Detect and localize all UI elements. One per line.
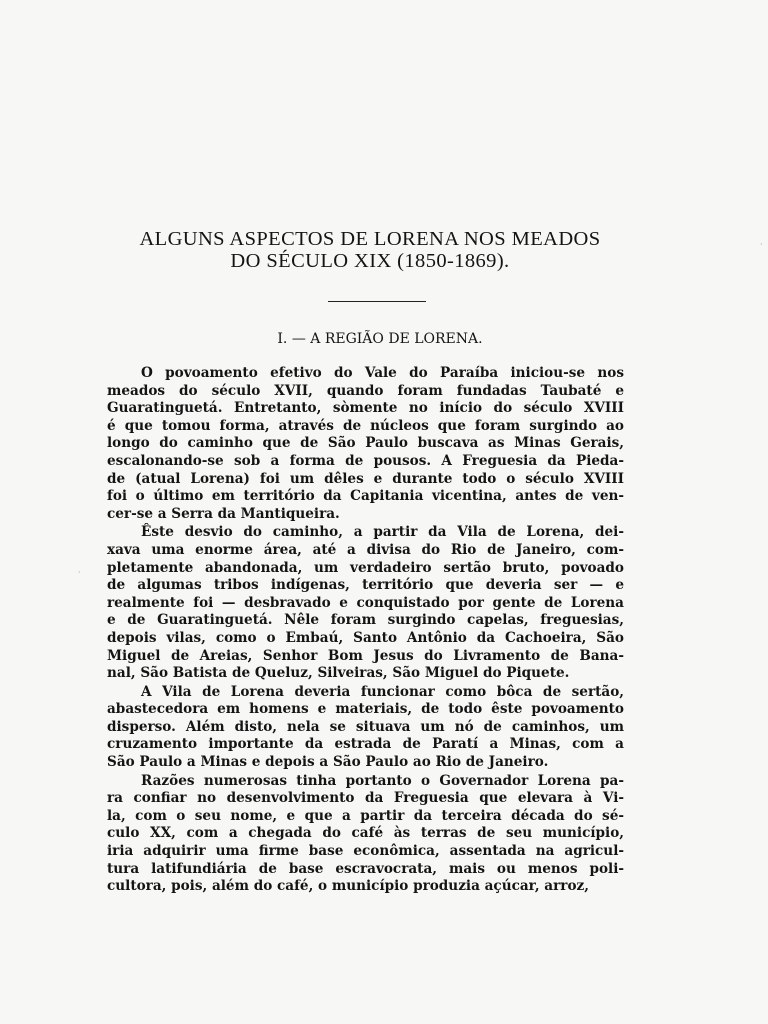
- title-line-1: ALGUNS ASPECTOS DE LORENA NOS MEADOS: [139, 228, 601, 250]
- text-line: de (atual Lorena) foi um dêles e durante todo o século XVIII: [107, 470, 624, 487]
- scan-speck: ·: [760, 240, 763, 249]
- text-line: Êste desvio do caminho, a partir da Vila de Lorena, dei-: [141, 524, 624, 541]
- text-line: cultora, pois, além do café, o município produzia açúcar, arroz,: [107, 878, 589, 895]
- text-line: culo XX, com a chegada do café às terras de seu município,: [107, 825, 624, 842]
- text-line: meados do século XVII, quando foram fundadas Taubaté e: [107, 382, 624, 399]
- paragraph: [107, 773, 624, 896]
- text-line: xava uma enorme área, até a divisa do Rio de Janeiro, com-: [107, 541, 624, 558]
- text-line: Miguel de Areias, Senhor Bom Jesus do Livramento de Bana-: [107, 647, 624, 664]
- text-line: pletamente abandonada, um verdadeiro sertão bruto, povoado: [107, 559, 624, 576]
- paragraph: [107, 365, 624, 523]
- text-line: cruzamento importante da estrada de Paratí a Minas, com a: [107, 736, 624, 753]
- title-line-2: DO SÉCULO XIX (1850-1869).: [230, 250, 510, 272]
- text-line: A Vila de Lorena deveria funcionar como bôca de sertão,: [141, 683, 624, 700]
- text-line: Razões numerosas tinha portanto o Governador Lorena pa-: [141, 772, 624, 789]
- text-line: disperso. Além disto, nela se situava um nó de caminhos, um: [107, 718, 624, 735]
- title-divider: [328, 301, 426, 302]
- text-line: abastecedora em homens e materiais, de todo êste povoamento: [107, 701, 624, 718]
- text-line: iria adquirir uma firme base econômica, assentada na agricul-: [107, 843, 624, 860]
- paragraph: [107, 684, 624, 772]
- text-line: é que tomou forma, através de núcleos que foram surgindo ao: [107, 417, 624, 434]
- text-line: la, com o seu nome, e que a partir da terceira década do sé-: [107, 807, 624, 824]
- article-title: [90, 228, 650, 272]
- text-line: escalonando-se sob a forma de pousos. A Freguesia da Pieda-: [107, 452, 624, 469]
- text-line: São Paulo a Minas e depois a São Paulo ao Rio de Janeiro.: [107, 754, 549, 771]
- text-line: cer-se a Serra da Mantiqueira.: [107, 505, 340, 522]
- text-line: depois vilas, como o Embaú, Santo Antônio da Cachoeira, São: [107, 629, 624, 646]
- text-line: e de Guaratinguetá. Nêle foram surgindo capelas, freguesias,: [107, 612, 624, 629]
- text-line: Guaratinguetá. Entretanto, sòmente no início do século XVIII: [107, 400, 624, 417]
- text-line: tura latifundiária de base escravocrata, mais ou menos poli-: [107, 860, 624, 877]
- text-line: O povoamento efetivo do Vale do Paraíba iniciou-se nos: [141, 365, 624, 381]
- text-line: nal, São Batista de Queluz, Silveiras, São Miguel do Piquete.: [107, 665, 570, 682]
- section-heading: I. — A REGIÃO DE LORENA.: [277, 331, 483, 347]
- article-body: [107, 365, 624, 897]
- text-line: realmente foi — desbravado e conquistado por gente de Lorena: [107, 594, 624, 611]
- text-line: longo do caminho que de São Paulo buscava as Minas Gerais,: [107, 435, 624, 452]
- text-line: de algumas tribos indígenas, território que deveria ser — e: [107, 577, 624, 594]
- text-line: ra confiar no desenvolvimento da Freguesia que elevara à Vi-: [107, 790, 624, 807]
- text-line: foi o último em território da Capitania vicentina, antes de ven-: [107, 488, 624, 505]
- scan-speck: ·: [78, 568, 81, 577]
- paragraph: [107, 524, 624, 682]
